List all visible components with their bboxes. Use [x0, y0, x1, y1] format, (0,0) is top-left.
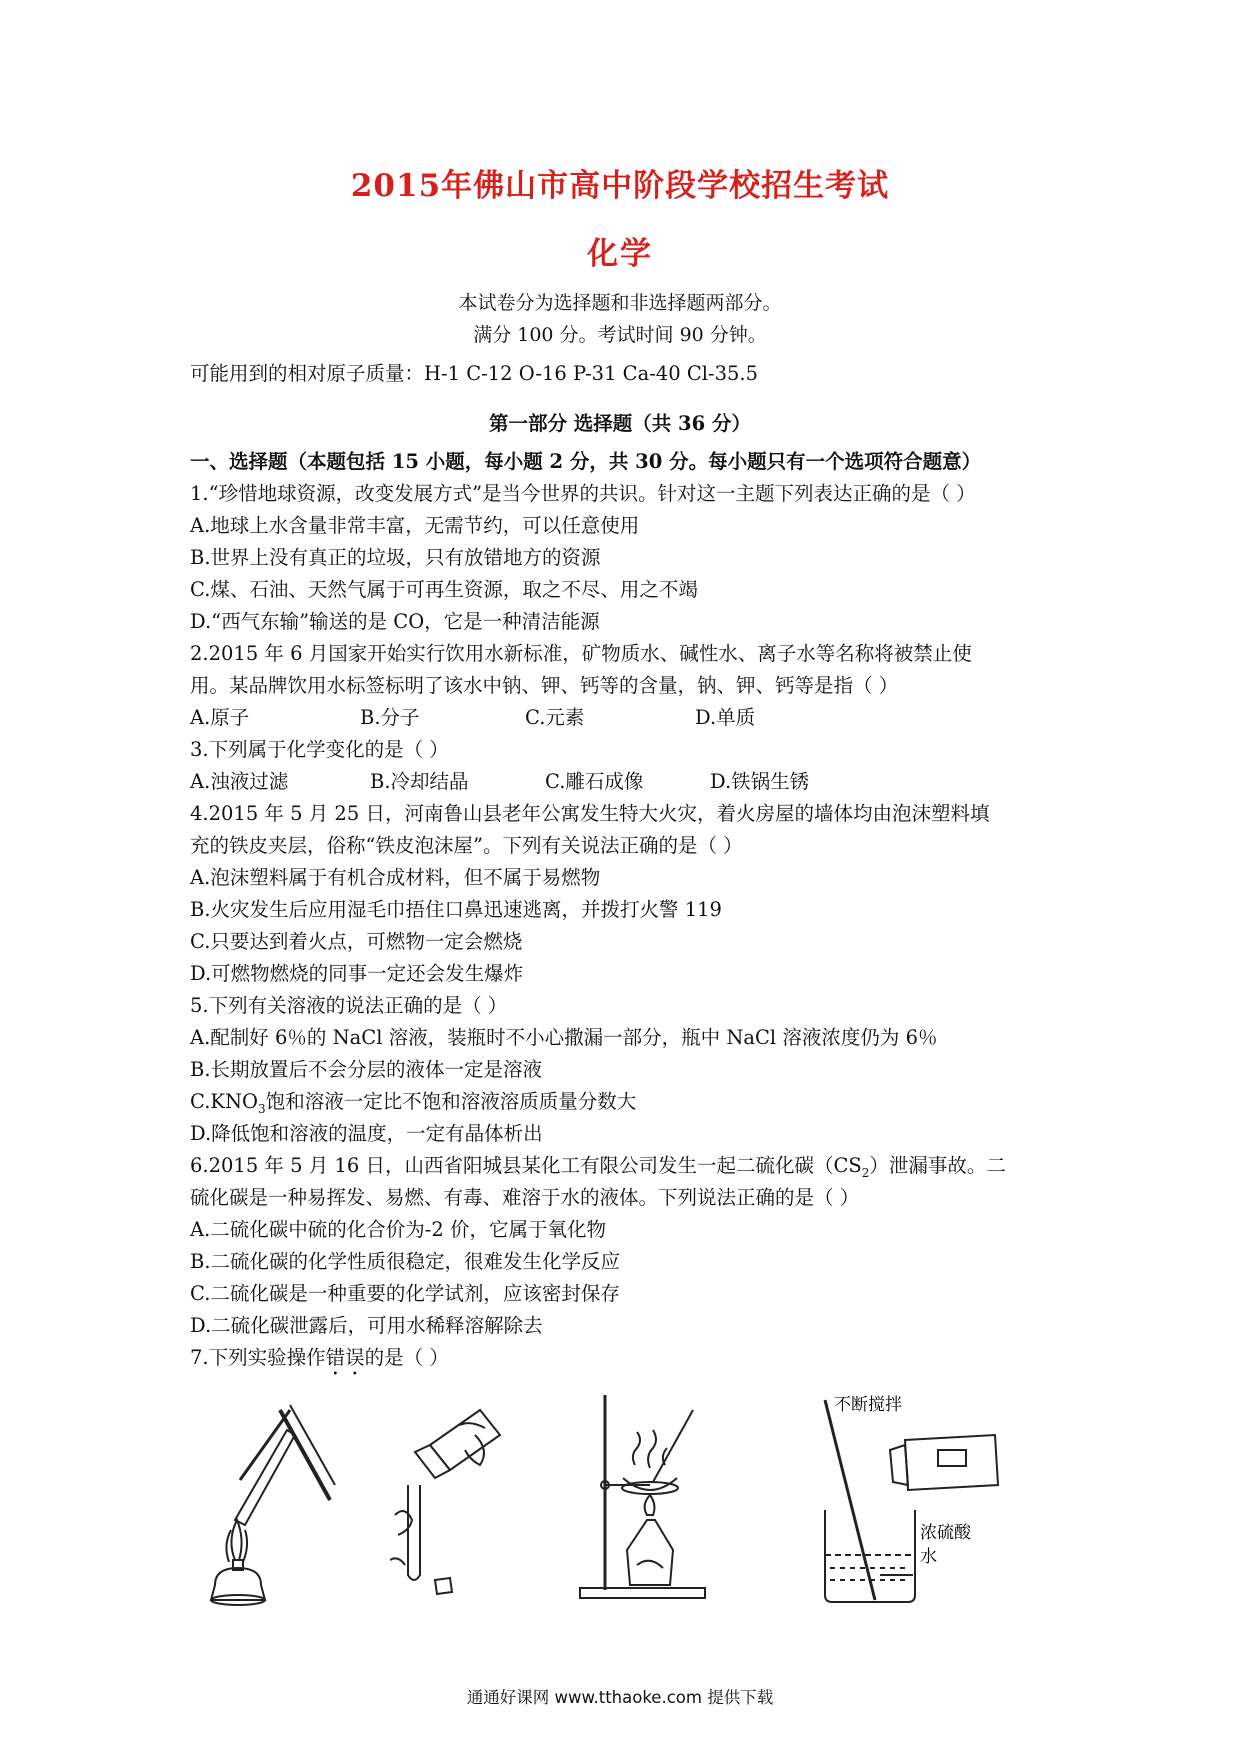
- q4-option-d: D.可燃物燃烧的同事一定还会发生爆炸: [190, 962, 524, 985]
- q5-option-c: [190, 1086, 1060, 1116]
- q1-option-d: D.“西气东输”输送的是 CO，它是一种清洁能源: [190, 610, 600, 633]
- q1-option-c: C.煤、石油、天然气属于可再生资源，取之不尽、用之不竭: [190, 578, 698, 601]
- intro-line-2: 满分 100 分。考试时间 90 分钟。: [473, 324, 767, 346]
- subject-title: 化学: [587, 236, 653, 272]
- q3-stem: 3.下列属于化学变化的是（ ）: [190, 738, 449, 761]
- q4-option-c: C.只要达到着火点，可燃物一定会燃烧: [190, 930, 523, 953]
- q2-options: [190, 702, 755, 730]
- q6-option-b: B.二硫化碳的化学性质很稳定，很难发生化学反应: [190, 1250, 621, 1273]
- q5-option-c-pre: C.KNO: [190, 1090, 259, 1113]
- footer-source: 通通好课网 www.tthaoke.com 提供下载: [466, 1688, 774, 1707]
- q2-stem-1: 2.2015 年 6 月国家开始实行饮用水新标准，矿物质水、碱性水、离子水等名称将被禁止使: [190, 642, 972, 665]
- q5-stem: 5.下列有关溶液的说法正确的是（ ）: [190, 994, 508, 1017]
- q4-option-a: A.泡沫塑料属于有机合成材料，但不属于易燃物: [190, 866, 601, 889]
- intro-line-1: 本试卷分为选择题和非选择题两部分。: [458, 292, 782, 314]
- q7-stem-pre: 7.下列实验操作: [190, 1346, 326, 1369]
- exam-title: 2015年佛山市高中阶段学校招生考试: [350, 168, 890, 204]
- q6-stem-2: 硫化碳是一种易挥发、易燃、有毒、难溶于水的液体。下列说法正确的是（ ）: [190, 1186, 860, 1209]
- q3-option-d: D.铁锅生锈: [710, 770, 810, 793]
- part1-heading: 第一部分 选择题（共 36 分）: [488, 412, 751, 435]
- q5-option-b: B.长期放置后不会分层的液体一定是溶液: [190, 1058, 543, 1081]
- q6-option-a: A.二硫化碳中硫的化合价为-2 价，它属于氧化物: [190, 1218, 606, 1241]
- q5-option-c-post: 饱和溶液一定比不饱和溶液溶质质量分数大: [265, 1090, 637, 1113]
- label-water: 水: [920, 1547, 937, 1567]
- q5-option-d: D.降低饱和溶液的温度，一定有晶体析出: [190, 1122, 543, 1145]
- lab-figure-pouring-liquid: [390, 1390, 530, 1610]
- q3-option-b: B.冷却结晶: [370, 770, 469, 793]
- q1-stem: 1.“珍惜地球资源，改变发展方式”是当今世界的共识。针对这一主题下列表达正确的是（ ）: [190, 482, 976, 505]
- q2-stem-2: 用。某品牌饮用水标签标明了该水中钠、钾、钙等的含量，钠、钾、钙等是指（ ）: [190, 674, 899, 697]
- q2-option-b: B.分子: [360, 706, 420, 729]
- q2-option-c: C.元素: [525, 706, 585, 729]
- q4-stem-2: 充的铁皮夹层，俗称“铁皮泡沫屋”。下列有关说法正确的是（ ）: [190, 834, 743, 857]
- q6-option-d: D.二硫化碳泄露后，可用水稀释溶解除去: [190, 1314, 543, 1337]
- q3-options: [190, 766, 809, 794]
- q3-option-c: C.雕石成像: [545, 770, 644, 793]
- q2-option-a: A.原子: [190, 706, 250, 729]
- q6-stem-1-post: ）泄漏事故。二: [869, 1154, 1006, 1177]
- q4-option-b: B.火灾发生后应用湿毛巾捂住口鼻迅速逃离，并拨打火警 119: [190, 898, 722, 921]
- lab-figure-evaporation: [575, 1390, 715, 1610]
- lab-figure-diluting-acid: [820, 1390, 1010, 1610]
- q1-option-b: B.世界上没有真正的垃圾，只有放错地方的资源: [190, 546, 601, 569]
- q4-stem-1: 4.2015 年 5 月 25 日，河南鲁山县老年公寓发生特大火灾，着火房屋的墙体均由泡沫塑料填: [190, 802, 990, 825]
- label-concentrated-sulfuric-acid: 浓硫酸: [920, 1523, 971, 1543]
- q7-stem: [190, 1342, 1060, 1380]
- q2-option-d: D.单质: [695, 706, 756, 729]
- q5-option-a: A.配制好 6％的 NaCl 溶液，装瓶时不小心撒漏一部分，瓶中 NaCl 溶液浓度仍为 6％: [190, 1026, 938, 1049]
- section-heading: 一、选择题（本题包括 15 小题，每小题 2 分，共 30 分。每小题只有一个选项符合题意）: [190, 450, 982, 473]
- label-continuous-stirring: 不断搅拌: [834, 1395, 902, 1415]
- q6-stem-1-subscript: 2: [861, 1165, 870, 1180]
- q6-option-c: C.二硫化碳是一种重要的化学试剂，应该密封保存: [190, 1282, 620, 1305]
- q1-option-a: A.地球上水含量非常丰富，无需节约，可以任意使用: [190, 514, 640, 537]
- atomic-mass-line: 可能用到的相对原子质量：H-1 C-12 O-16 P-31 Ca-40 Cl-35.5: [190, 362, 758, 385]
- q6-stem-1-pre: 6.2015 年 5 月 16 日，山西省阳城县某化工有限公司发生一起二硫化碳（CS: [190, 1154, 862, 1177]
- q7-stem-emphasis: 错误: [325, 1346, 365, 1369]
- q5-option-c-subscript: 3: [258, 1101, 266, 1116]
- q7-stem-post: 的是（ ）: [364, 1346, 449, 1369]
- q3-option-a: A.浊液过滤: [190, 770, 289, 793]
- q6-stem-1: [190, 1150, 1060, 1180]
- lab-figure-heating-test-tube: [195, 1390, 355, 1610]
